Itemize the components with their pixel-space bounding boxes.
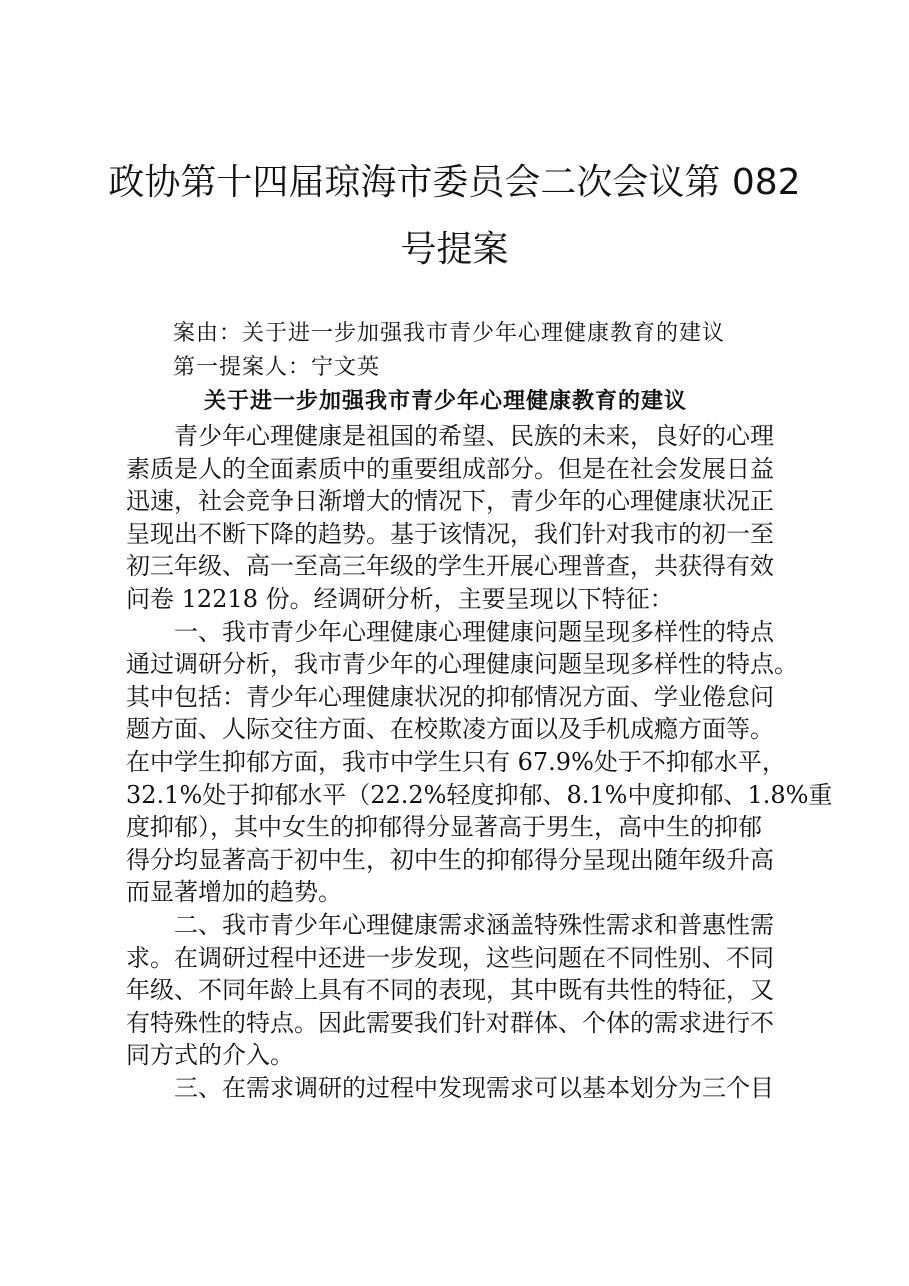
body-line: 同方式的介入。 [126,1041,294,1070]
document-title-line-1: 政协第十四届琼海市委员会二次会议第 082 [108,162,801,203]
body-line: 求。在调研过程中还进一步发现，这些问题在不同性别、不同 [126,943,774,972]
body-line: 三、在需求调研的过程中发现需求可以基本划分为三个目 [174,1073,774,1102]
body-line: 素质是人的全面素质中的重要组成部分。但是在社会发展日益 [126,454,774,483]
body-line: 呈现出不断下降的趋势。基于该情况，我们针对我市的初一至 [126,519,774,548]
body-line: 年级、不同年龄上具有不同的表现，其中既有共性的特征，又 [126,976,774,1005]
first-proposer: 第一提案人：宁文英 [173,355,381,380]
body-line: 其中包括：青少年心理健康状况的抑郁情况方面、学业倦怠问 [126,682,774,711]
body-line: 初三年级、高一至高三年级的学生开展心理普查，共获得有效 [126,552,774,581]
body-line: 通过调研分析，我市青少年的心理健康问题呈现多样性的特点。 [126,650,798,679]
body-line: 青少年心理健康是祖国的希望、民族的未来，良好的心理 [174,422,774,450]
document-title-line-2: 号提案 [400,229,509,270]
proposal-heading: 关于进一步加强我市青少年心理健康教育的建议 [204,388,688,414]
body-line: 有特殊性的特点。因此需要我们针对群体、个体的需求进行不 [126,1008,774,1037]
body-line: 得分均显著高于初中生，初中生的抑郁得分呈现出随年级升高 [126,845,774,874]
body-line: 题方面、人际交往方面、在校欺凌方面以及手机成瘾方面等。 [126,715,774,744]
body-line: 32.1%处于抑郁水平（22.2%轻度抑郁、8.1%中度抑郁、1.8%重 [126,780,833,809]
body-line: 二、我市青少年心理健康需求涵盖特殊性需求和普惠性需 [174,910,774,939]
body-line: 问卷 12218 份。经调研分析，主要呈现以下特征： [126,584,674,613]
body-line: 迅速，社会竞争日渐增大的情况下，青少年的心理健康状况正 [126,487,774,516]
body-line: 一、我市青少年心理健康心理健康问题呈现多样性的特点 [174,617,774,646]
body-line: 在中学生抑郁方面，我市中学生只有 67.9%处于不抑郁水平， [126,747,786,776]
case-reason: 案由：关于进一步加强我市青少年心理健康教育的建议 [173,321,726,346]
proposal-body [126,420,833,1104]
body-line: 度抑郁），其中女生的抑郁得分显著高于男生，高中生的抑郁 [126,813,762,842]
body-line: 而显著增加的趋势。 [126,878,342,907]
